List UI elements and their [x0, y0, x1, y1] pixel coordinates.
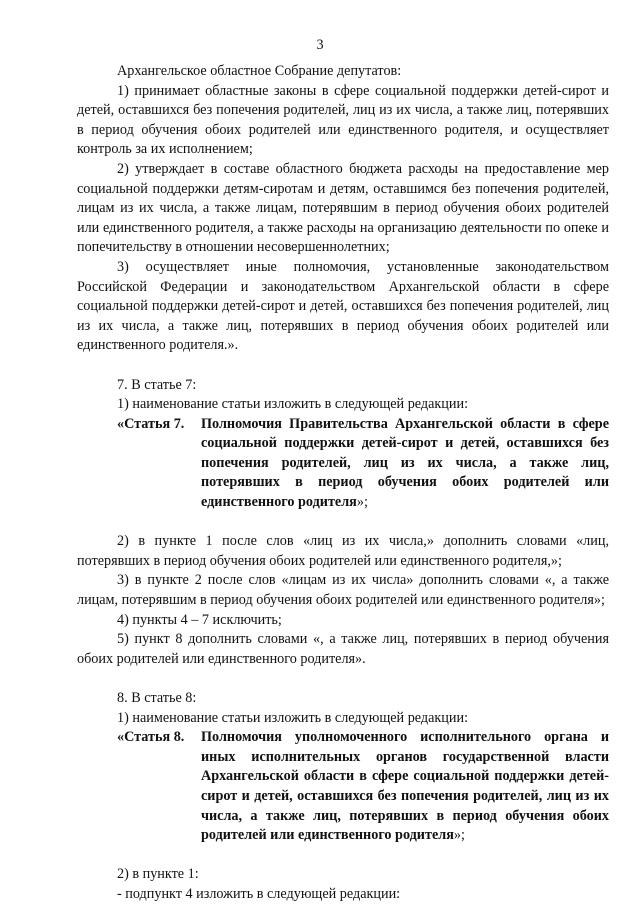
paragraph-item-1: 1) принимает областные законы в сфере социальной поддержки детей-сирот и детей, оставшихся без попечения родителей, лиц из их числа, а также лиц, потерявших в период обучения обоих родителей или единственного родителя, и осуществляет контроль за их исполнением; — [77, 82, 609, 158]
section-8-heading: 8. В статье 8: — [117, 690, 197, 706]
section-8-item-3: - подпункт 4 изложить в следующей редакции: — [117, 885, 401, 902]
section-8-item-2: 2) в пункте 1: — [117, 866, 199, 883]
article-7-block — [117, 415, 609, 513]
paragraph-item-2: 2) утверждает в составе областного бюджета расходы на предоставление мер социальной поддержки детям-сиротам и детям, оставшимся без попечения родителей, лицам из их числа, а также лицам, потерявшим в период обучения обоих родителей или единственного родителя, а также расходы на организацию деятельности по опеке и попечительству в отношении несовершеннолетних; — [77, 160, 609, 256]
article-8-title-text: Полномочия уполномоченного исполнительного органа и иных исполнительных органов государственной власти Архангельской области в сфере социальной поддержки детей-сирот и детей, оставшихся без попечения родителей, лиц из их числа, а также лиц, потерявших в период обучения обоих родителей или единственного родителя — [201, 729, 609, 844]
section-7-item-2: 2) в пункте 1 после слов «лиц из их числа,» дополнить словами «лиц, потерявших в период обучения обоих родителей или единственного родителя,»; — [77, 533, 609, 569]
article-7-title — [201, 415, 609, 513]
page-number: 3 — [316, 37, 324, 53]
section-7-heading: 7. В статье 7: — [117, 376, 197, 393]
paragraph-item-3: 3) осуществляет иные полномочия, установленные законодательством Российской Федерации и законодательством Архангельской области в сфере социальной поддержки детей-сирот и детей, оставшихся без попечения родителей, лиц из их числа, а также лиц, потерявших в период обучения обоих родителей или единственного родителя.». — [77, 258, 609, 354]
article-8-block — [117, 728, 609, 846]
article-7-title-text: Полномочия Правительства Архангельской области в сфере социальной поддержки детей-сирот и детей, оставшихся без попечения родителей, лиц из их числа, а также лиц, потерявших в период обучения обоих родителей или единственного родителя — [201, 415, 609, 511]
article-8-title — [201, 728, 609, 846]
article-7-label: «Статья 7. — [117, 415, 185, 432]
article-8-end: »; — [453, 827, 465, 844]
section-8-item-1: 1) наименование статьи изложить в следующей редакции: — [117, 709, 469, 726]
paragraph-assembly: Архангельское областное Собрание депутатов: — [117, 63, 402, 79]
section-7-item-1: 1) наименование статьи изложить в следующей редакции: — [117, 396, 469, 413]
section-7-item-4: 4) пункты 4 – 7 исключить; — [117, 611, 282, 628]
section-7-item-5: 5) пункт 8 дополнить словами «, а также лиц, потерявших в период обучения обоих родителей или единственного родителя». — [77, 631, 609, 667]
document-body — [77, 62, 609, 905]
article-7-end: »; — [356, 494, 368, 511]
section-7-item-3: 3) в пункте 2 после слов «лицам из их числа» дополнить словами «, а также лицам, потерявшим в период обучения обоих родителей или единственного родителя»; — [77, 572, 609, 609]
article-8-label: «Статья 8. — [117, 729, 185, 746]
